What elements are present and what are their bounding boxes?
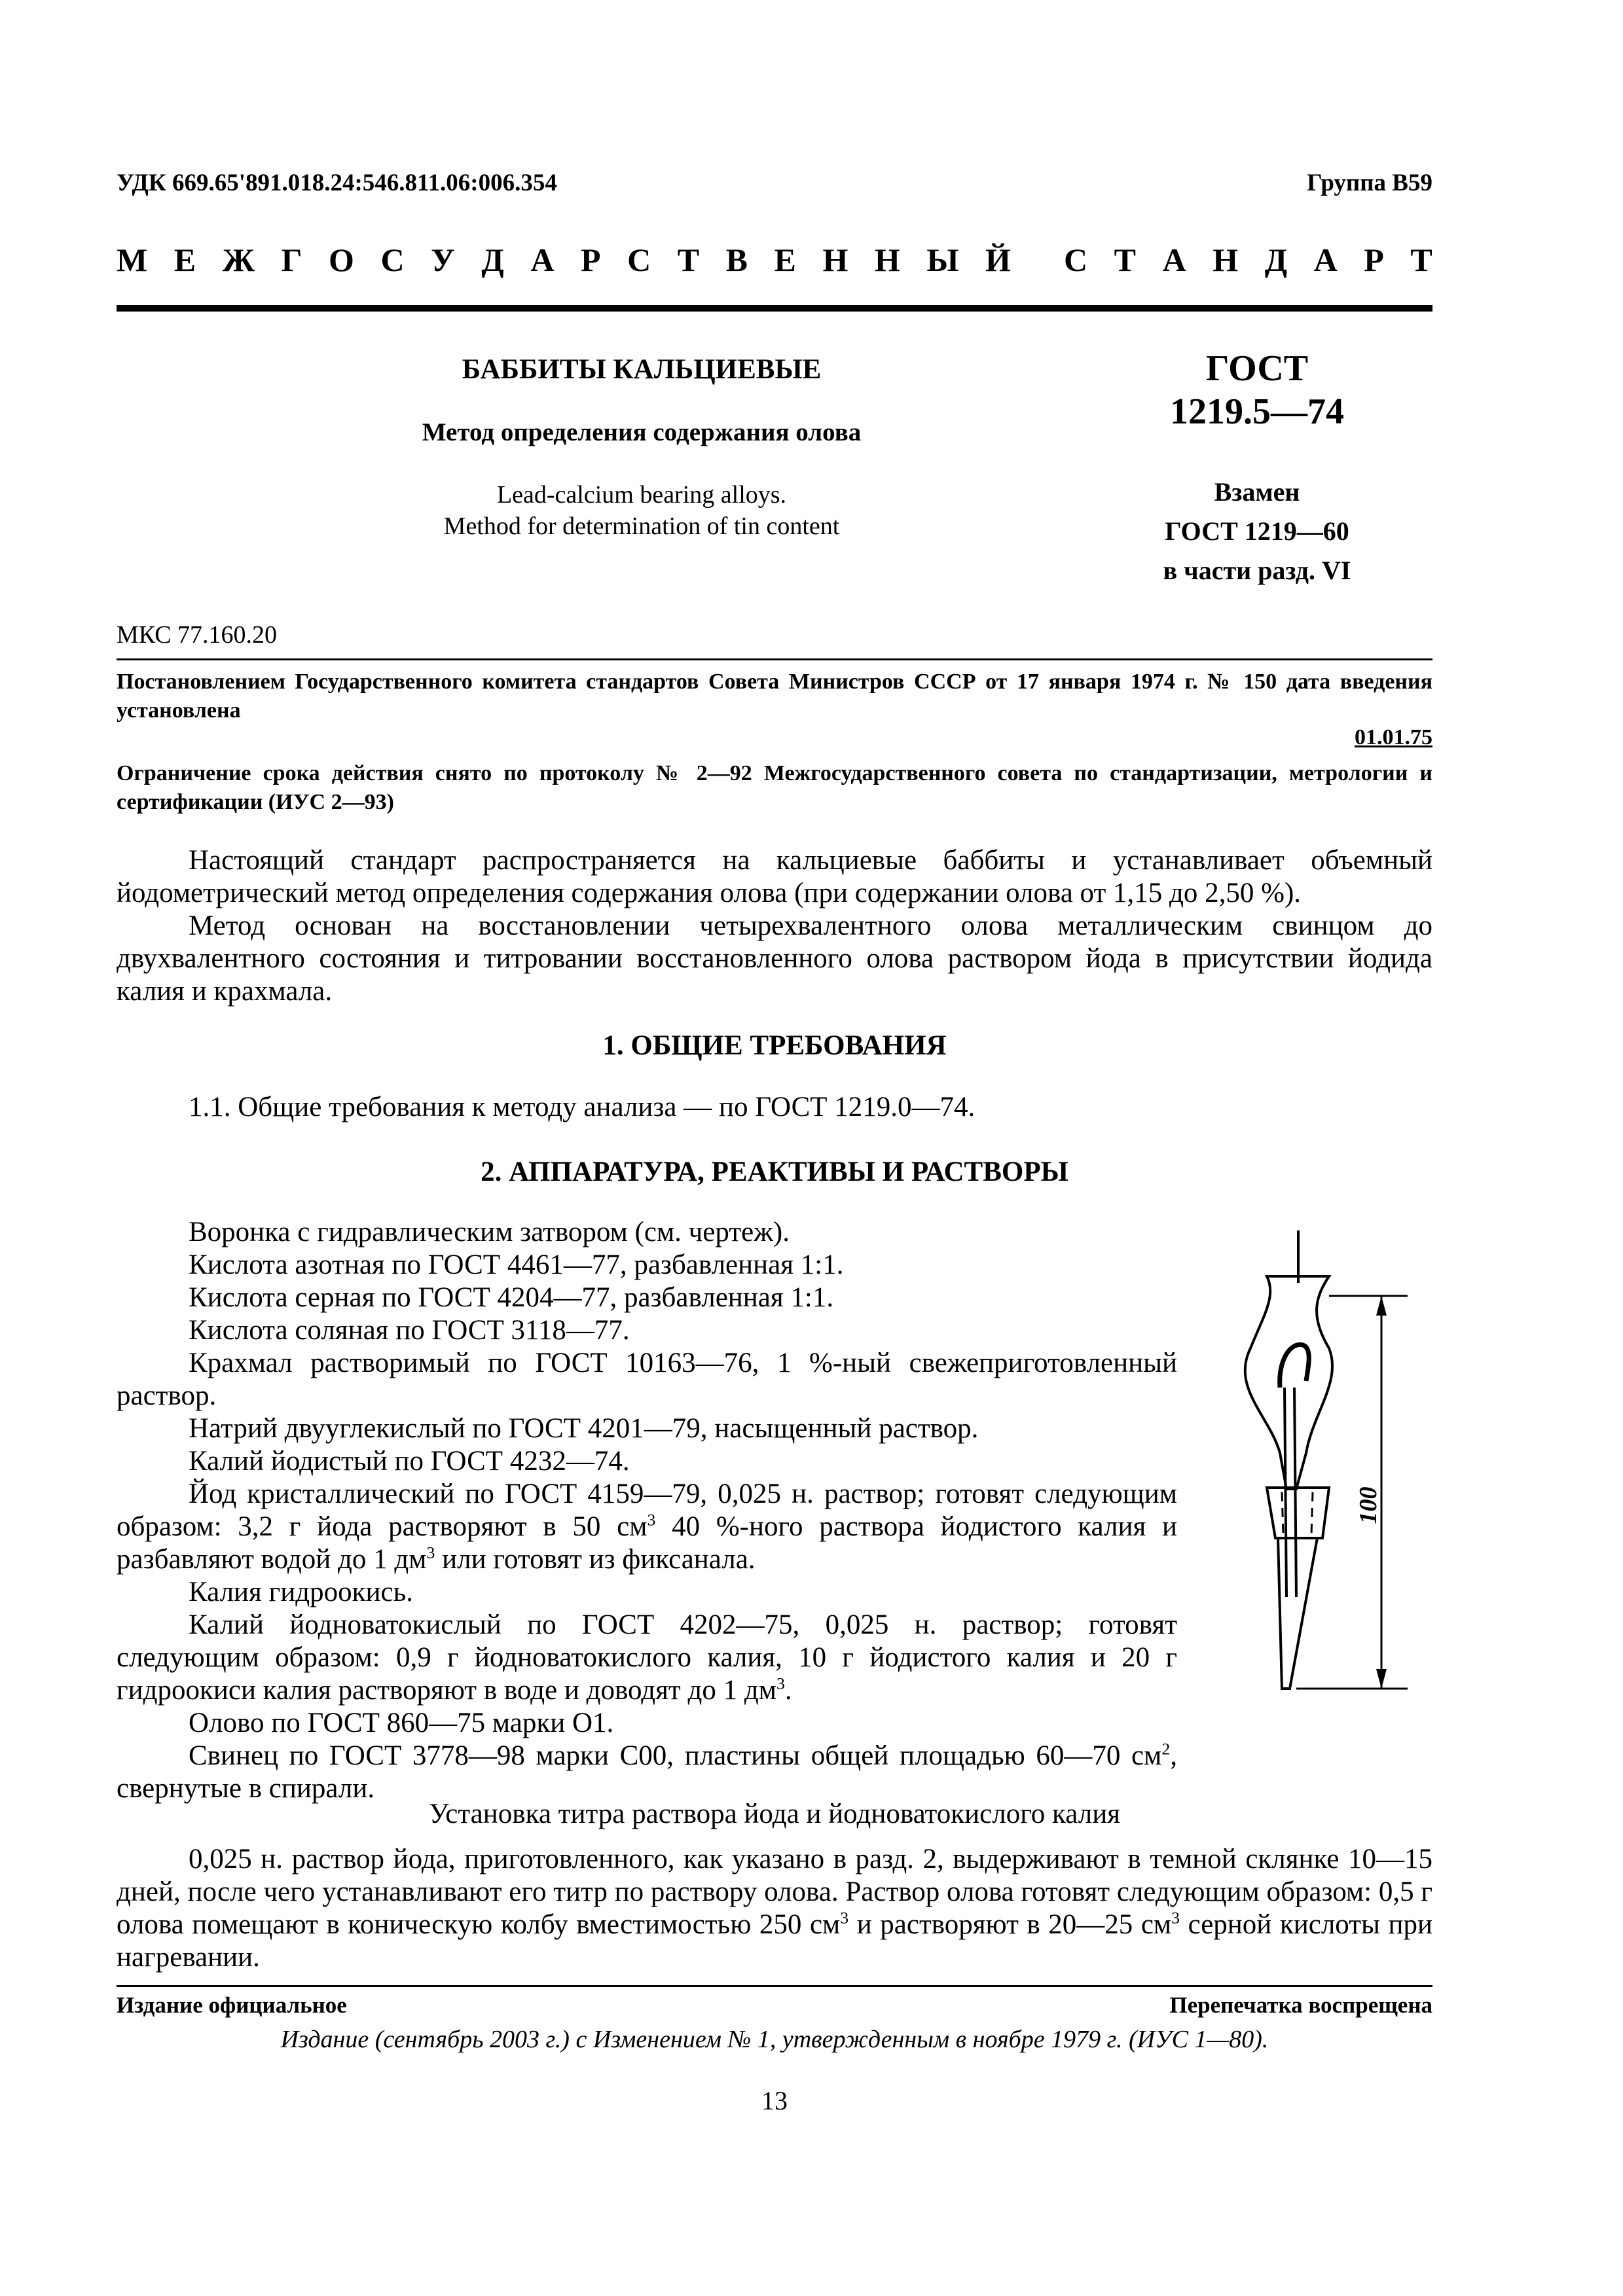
- letter: Д: [1264, 242, 1288, 278]
- text-run: Калий йодноватокислый по ГОСТ 4202—75, 0,025 н. раствор; готовят следующим образом: 0,9 г йодноватокислого калия, 10 г йодистого калия и 20 г гидроокиси калия растворяют в воде и доводят до 1 дм: [117, 1609, 1177, 1706]
- letter: Т: [1114, 242, 1137, 278]
- udk-code: УДК 669.65'891.018.24:546.811.06:006.354: [117, 170, 557, 196]
- list-item: Кислота азотная по ГОСТ 4461—77, разбавленная 1:1.: [189, 1249, 844, 1280]
- letter: Д: [481, 242, 504, 278]
- text-run: и растворяют в 20—25 см: [848, 1909, 1172, 1940]
- letter: С: [1064, 242, 1088, 278]
- superscript: 3: [776, 1674, 785, 1693]
- superscript: 2: [1161, 1739, 1171, 1759]
- intro-paragraph-2: Метод основан на восстановлении четырехвалентного олова металлическим свинцом до двухвалентного состояния и титровании восстановленного олова раствором йода в присутствии йодида калия и крахмала.: [117, 910, 1432, 1007]
- introduction-date: 01.01.75: [1355, 725, 1432, 749]
- superscript: 3: [1171, 1908, 1180, 1928]
- text-run: 40 %-ного раствора йодистого калия и разбавляют водой до 1 дм: [117, 1511, 1177, 1575]
- letter: Е: [173, 242, 196, 278]
- letter: Р: [580, 242, 601, 278]
- list-item: [117, 1740, 1177, 1805]
- funnel-outlet: [1278, 1538, 1317, 1689]
- limitation-text: Ограничение срока действия снято по протоколу № 2—92 Межгосударственного совета по стандартизации, метрологии и сертификации (ИУС 2—93): [117, 761, 1432, 814]
- text-run: Йод кристаллический по ГОСТ 4159—79, 0,025 н. раствор; готовят следующим образом: 3,2 г йода растворяют в 50 см: [117, 1479, 1177, 1542]
- letter: Г: [281, 242, 302, 278]
- document-subtitle: Метод определения содержания олова: [422, 418, 862, 446]
- letter: Т: [1410, 242, 1432, 278]
- text-run: .: [784, 1675, 792, 1706]
- reprint-notice: Перепечатка воспрещена: [1169, 1992, 1432, 2018]
- gost-number-block: [1113, 347, 1401, 433]
- english-title: [367, 479, 917, 542]
- letter: Н: [822, 242, 848, 278]
- letter: О: [329, 242, 354, 278]
- list-item: Олово по ГОСТ 860—75 марки О1.: [189, 1708, 614, 1738]
- list-item: Кислота соляная по ГОСТ 3118—77.: [189, 1315, 630, 1346]
- standard-type-heading: [117, 241, 1432, 279]
- section-1-heading: 1. ОБЩИЕ ТРЕБОВАНИЯ: [602, 1030, 947, 1061]
- document-title: БАББИТЫ КАЛЬЦИЕВЫЕ: [462, 354, 822, 385]
- text-run: 0,025 н. раствор йода, приготовленного, как указано в разд. 2, выдерживают в темной склянке 10—15 дней, после чего устанавливают его титр по раствору олова. Раствор олова готовят следующим образом: 0,5 г олова помещают в коническую колбу вместимостью 250 см: [117, 1844, 1432, 1940]
- intro-paragraph-1: Настоящий стандарт распространяется на кальциевые баббиты и устанавливает объемный йодометрический метод определения содержания олова (при содержании олова от 1,15 до 2,50 %).: [117, 845, 1432, 908]
- superscript: 3: [647, 1510, 656, 1530]
- letter: У: [431, 242, 455, 278]
- titer-subheading: Установка титра раствора йода и йодноватокислого калия: [429, 1799, 1120, 1829]
- text-run: или готовят из фиксанала.: [435, 1544, 756, 1575]
- group-code: Группа В59: [1307, 170, 1432, 196]
- letter: Ы: [926, 242, 959, 278]
- letter: Н: [874, 242, 900, 278]
- letter: Е: [774, 242, 796, 278]
- list-item: Калий йодистый по ГОСТ 4232—74.: [189, 1446, 630, 1477]
- letter: Й: [985, 242, 1011, 278]
- superscript: 3: [426, 1543, 435, 1562]
- funnel-bulb: [1245, 1276, 1332, 1489]
- list-item: Воронка с гидравлическим затвором (см. чертеж).: [189, 1217, 790, 1247]
- replaces-label: Взамен: [1214, 477, 1300, 507]
- letter: Р: [1364, 242, 1384, 278]
- mks-rule: [117, 658, 1432, 660]
- header-rule: [117, 305, 1432, 312]
- letter: С: [627, 242, 651, 278]
- dimension-arrow-bottom: [1376, 1669, 1387, 1689]
- section-1-item: 1.1. Общие требования к методу анализа — по ГОСТ 1219.0—74.: [189, 1092, 976, 1122]
- letter: С: [380, 242, 405, 278]
- replaces-block: [1113, 473, 1401, 590]
- dimension-arrow-top: [1376, 1296, 1387, 1316]
- letter: Ж: [222, 242, 255, 278]
- titer-paragraph: [117, 1843, 1432, 1974]
- letter: Н: [1213, 242, 1239, 278]
- letter: Т: [677, 242, 700, 278]
- text-run: серной кислоты при нагревании.: [117, 1909, 1432, 1973]
- page-number: 13: [761, 2086, 788, 2115]
- letter: А: [1162, 242, 1186, 278]
- footer-rule: [117, 1985, 1432, 1987]
- edition-note: Издание (сентябрь 2003 г.) с Изменением № 1, утвержденным в ноябре 1979 г. (ИУС 1—80).: [280, 2026, 1269, 2053]
- text-run: Свинец по ГОСТ 3778—98 марки С00, пластины общей площадью 60—70 см: [189, 1740, 1162, 1771]
- list-item: Калия гидроокись.: [189, 1577, 413, 1607]
- english-title-line: Method for determination of tin content: [443, 512, 840, 540]
- list-item: Крахмал растворимый по ГОСТ 10163—76, 1 %-ный свежеприготовленный раствор.: [117, 1348, 1177, 1411]
- letter: А: [1313, 242, 1338, 278]
- list-item: [117, 1478, 1177, 1576]
- section-2-heading: 2. АППАРАТУРА, РЕАКТИВЫ И РАСТВОРЫ: [481, 1157, 1068, 1187]
- funnel-drawing: [1231, 1230, 1427, 1754]
- dimension-label: 100: [1355, 1486, 1382, 1524]
- mks-code: МКС 77.160.20: [117, 621, 278, 649]
- letter: А: [530, 242, 555, 278]
- list-item: Кислота серная по ГОСТ 4204—77, разбавленная 1:1.: [189, 1282, 834, 1313]
- funnel-inner-tube: [1280, 1344, 1309, 1388]
- funnel-stem-inner: [1285, 1388, 1296, 1597]
- letter: М: [117, 242, 148, 278]
- text-run: , свернутые в спирали.: [117, 1740, 1177, 1804]
- replaces-part: в части разд. VI: [1163, 556, 1351, 585]
- list-item: [117, 1609, 1177, 1707]
- gost-label: ГОСТ: [1205, 348, 1309, 389]
- reagent-list: [117, 1216, 1177, 1805]
- decree-text: Постановлением Государственного комитета стандартов Совета Министров СССР от 17 января 1974 г. № 150 дата введения установлена: [117, 670, 1432, 723]
- list-item: Натрий двууглекислый по ГОСТ 4201—79, насыщенный раствор.: [189, 1413, 979, 1444]
- official-edition: Издание официальное: [117, 1992, 347, 2018]
- replaces-standard: ГОСТ 1219—60: [1165, 516, 1349, 546]
- english-title-line: Lead-calcium bearing alloys.: [496, 481, 787, 509]
- letter: В: [725, 242, 748, 278]
- gost-number: 1219.5—74: [1170, 391, 1344, 432]
- superscript: 3: [840, 1908, 849, 1928]
- funnel-stopper: [1267, 1488, 1329, 1538]
